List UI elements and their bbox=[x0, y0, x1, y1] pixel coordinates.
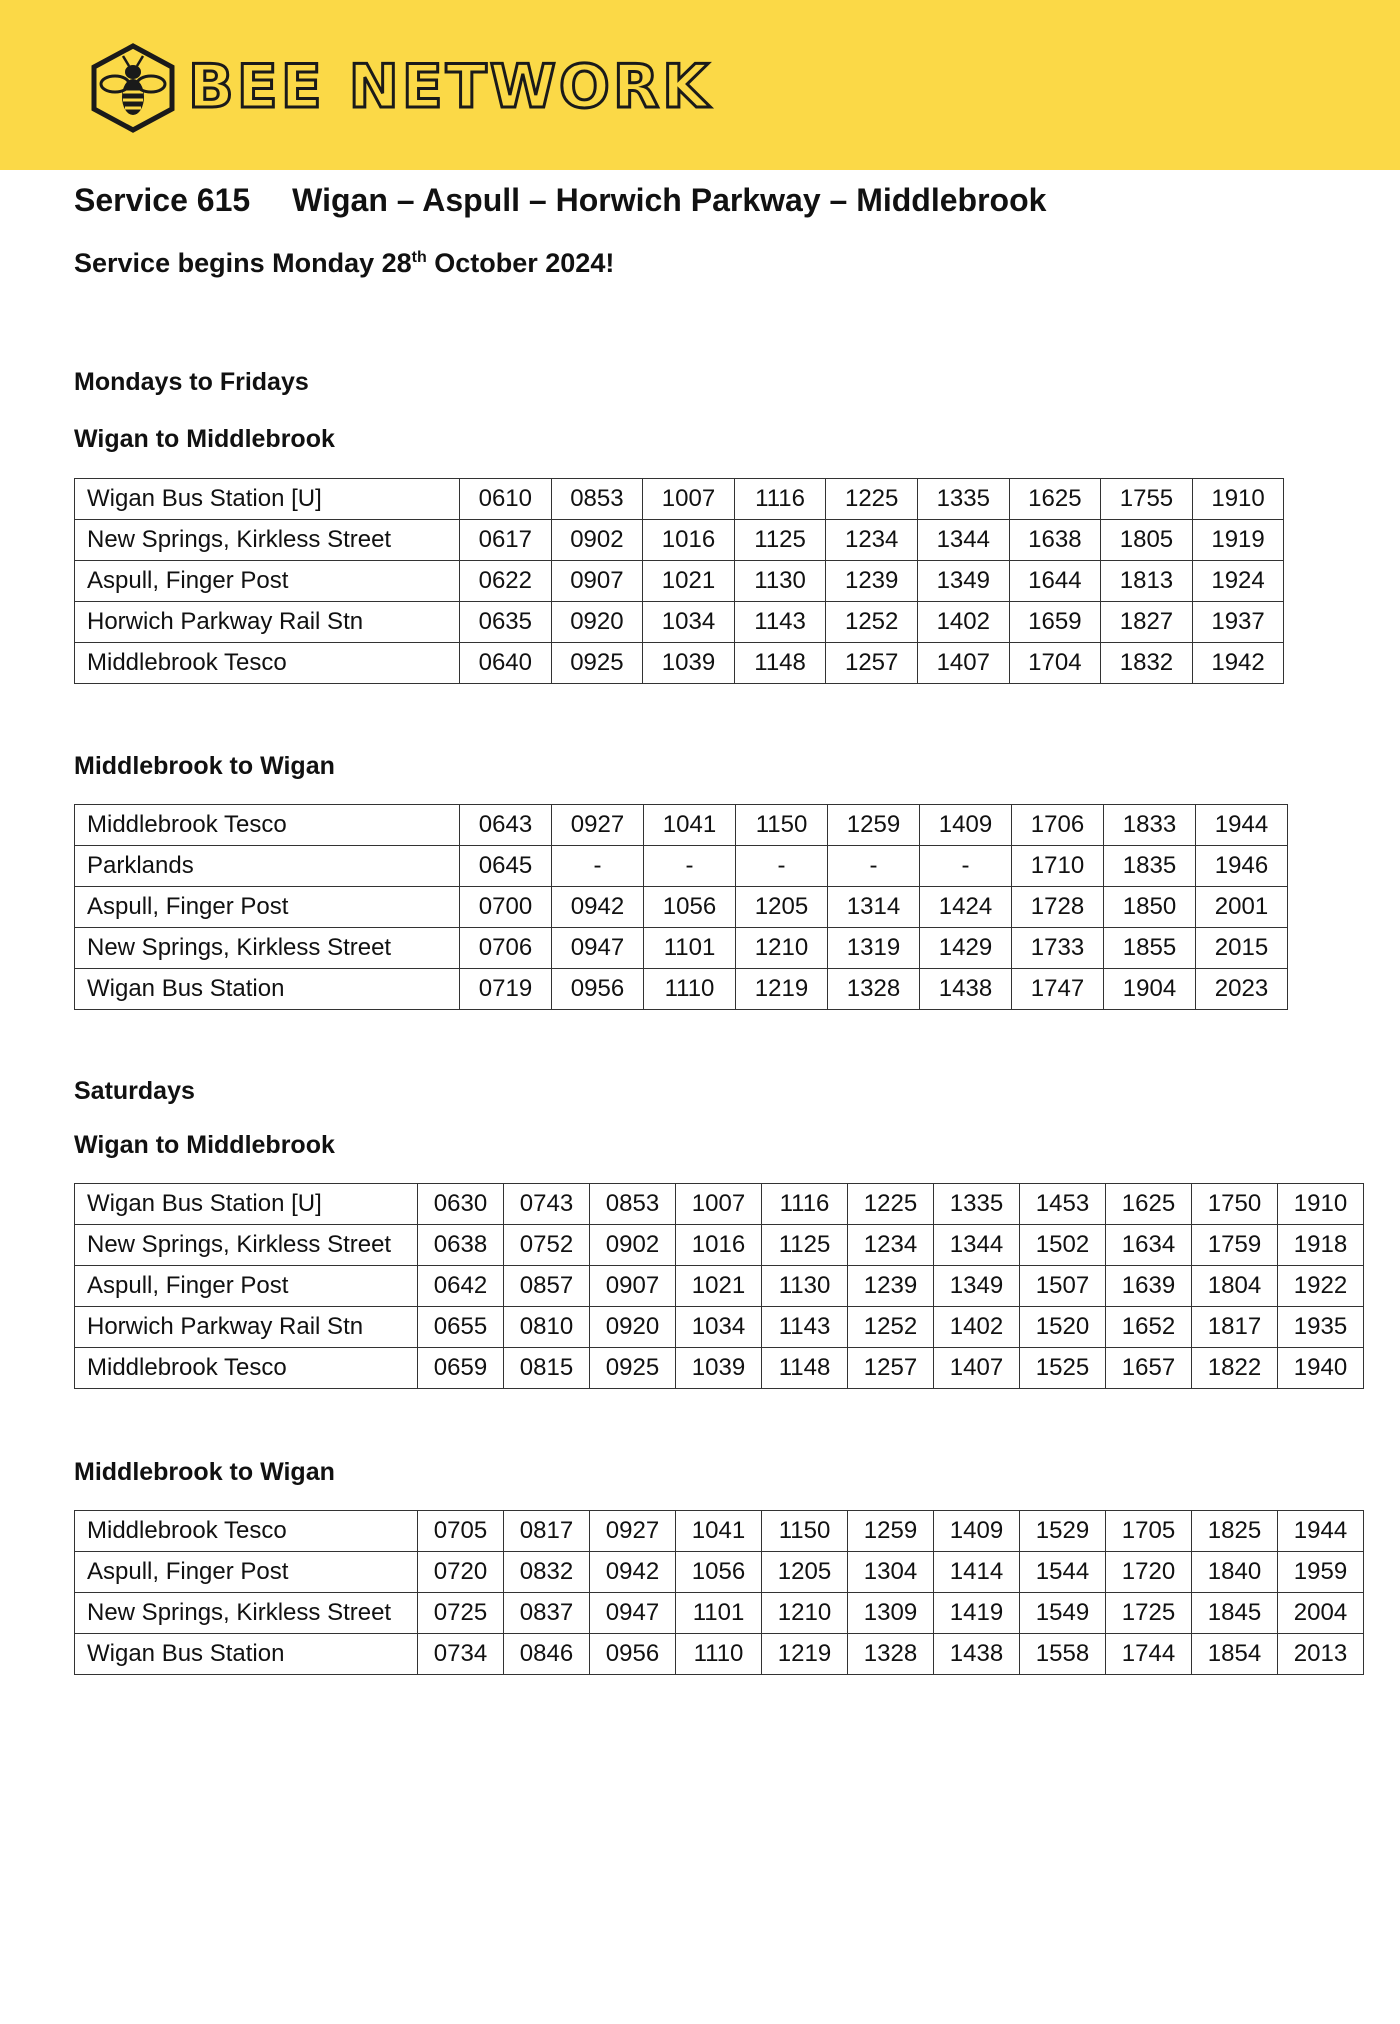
saturdays-outbound-timetable bbox=[74, 1183, 1364, 1389]
departure-time: 0927 bbox=[552, 805, 644, 846]
departure-time: 1529 bbox=[1020, 1511, 1106, 1552]
departure-time: 1759 bbox=[1192, 1225, 1278, 1266]
departure-time: 1021 bbox=[643, 561, 735, 602]
departure-time: 1304 bbox=[848, 1552, 934, 1593]
departure-time: 1419 bbox=[934, 1593, 1020, 1634]
departure-time: 1039 bbox=[643, 643, 735, 684]
departure-time: 1910 bbox=[1278, 1184, 1364, 1225]
departure-time: 1644 bbox=[1009, 561, 1101, 602]
departure-time: 1205 bbox=[736, 887, 828, 928]
departure-time: 1409 bbox=[934, 1511, 1020, 1552]
departure-time: 1835 bbox=[1104, 846, 1196, 887]
table-row bbox=[75, 928, 1288, 969]
departure-time: 0705 bbox=[418, 1511, 504, 1552]
stop-name: Middlebrook Tesco bbox=[75, 1511, 418, 1552]
departure-time: 0942 bbox=[590, 1552, 676, 1593]
departure-time: 0706 bbox=[460, 928, 552, 969]
departure-time: 0947 bbox=[552, 928, 644, 969]
departure-time: 0907 bbox=[551, 561, 643, 602]
departure-time: 1125 bbox=[734, 520, 826, 561]
departure-time: 1652 bbox=[1106, 1307, 1192, 1348]
departure-time: 1407 bbox=[934, 1348, 1020, 1389]
service-number: Service 615 bbox=[74, 182, 251, 218]
departure-time: 0920 bbox=[590, 1307, 676, 1348]
departure-time: 1817 bbox=[1192, 1307, 1278, 1348]
departure-time: 1116 bbox=[762, 1184, 848, 1225]
departure-time: 1335 bbox=[917, 479, 1009, 520]
departure-time: 1349 bbox=[917, 561, 1009, 602]
departure-time: 0857 bbox=[504, 1266, 590, 1307]
departure-time: 1143 bbox=[762, 1307, 848, 1348]
stop-name: Aspull, Finger Post bbox=[75, 887, 460, 928]
departure-time: 1150 bbox=[736, 805, 828, 846]
departure-time: 1259 bbox=[828, 805, 920, 846]
stop-name: Horwich Parkway Rail Stn bbox=[75, 1307, 418, 1348]
departure-time: 2004 bbox=[1278, 1593, 1364, 1634]
departure-time: 1110 bbox=[676, 1634, 762, 1675]
departure-time: 1910 bbox=[1192, 479, 1284, 520]
departure-time: 1855 bbox=[1104, 928, 1196, 969]
departure-time: 0630 bbox=[418, 1184, 504, 1225]
departure-time: 1424 bbox=[920, 887, 1012, 928]
weekdays-outbound-heading: Wigan to Middlebrook bbox=[74, 425, 335, 453]
departure-time: 1148 bbox=[734, 643, 826, 684]
saturdays-inbound-timetable bbox=[74, 1510, 1364, 1675]
departure-time: 0925 bbox=[551, 643, 643, 684]
departure-time: 1344 bbox=[934, 1225, 1020, 1266]
departure-time: 1225 bbox=[826, 479, 918, 520]
departure-time: 1944 bbox=[1196, 805, 1288, 846]
departure-time: 1706 bbox=[1012, 805, 1104, 846]
table-row bbox=[75, 1184, 1364, 1225]
departure-time: 0752 bbox=[504, 1225, 590, 1266]
departure-time: 0734 bbox=[418, 1634, 504, 1675]
departure-time: 0942 bbox=[552, 887, 644, 928]
departure-time: 1634 bbox=[1106, 1225, 1192, 1266]
departure-time: 1041 bbox=[644, 805, 736, 846]
departure-time: 1854 bbox=[1192, 1634, 1278, 1675]
stop-name: Wigan Bus Station [U] bbox=[75, 479, 460, 520]
departure-time: 1225 bbox=[848, 1184, 934, 1225]
departure-time: 1845 bbox=[1192, 1593, 1278, 1634]
departure-time: 1705 bbox=[1106, 1511, 1192, 1552]
departure-time: 1039 bbox=[676, 1348, 762, 1389]
departure-time: 1143 bbox=[734, 602, 826, 643]
departure-time: 1257 bbox=[826, 643, 918, 684]
departure-time: 1328 bbox=[828, 969, 920, 1010]
departure-time: 1638 bbox=[1009, 520, 1101, 561]
departure-time: - bbox=[736, 846, 828, 887]
departure-time: 1219 bbox=[762, 1634, 848, 1675]
departure-time: 1429 bbox=[920, 928, 1012, 969]
weekdays-outbound-timetable bbox=[74, 478, 1284, 684]
table-row bbox=[75, 1634, 1364, 1675]
departure-time: 1625 bbox=[1009, 479, 1101, 520]
departure-time: 0810 bbox=[504, 1307, 590, 1348]
stop-name: Wigan Bus Station bbox=[75, 969, 460, 1010]
departure-time: 1130 bbox=[762, 1266, 848, 1307]
table-row bbox=[75, 887, 1288, 928]
stop-name: Wigan Bus Station [U] bbox=[75, 1184, 418, 1225]
departure-time: 1935 bbox=[1278, 1307, 1364, 1348]
departure-time: 1937 bbox=[1192, 602, 1284, 643]
departure-time: 1116 bbox=[734, 479, 826, 520]
departure-time: 1704 bbox=[1009, 643, 1101, 684]
departure-time: 1234 bbox=[826, 520, 918, 561]
stop-name: Middlebrook Tesco bbox=[75, 643, 460, 684]
departure-time: 0846 bbox=[504, 1634, 590, 1675]
departure-time: 0720 bbox=[418, 1552, 504, 1593]
departure-time: 1502 bbox=[1020, 1225, 1106, 1266]
table-row bbox=[75, 1307, 1364, 1348]
departure-time: 1720 bbox=[1106, 1552, 1192, 1593]
stop-name: New Springs, Kirkless Street bbox=[75, 1593, 418, 1634]
departure-time: 1349 bbox=[934, 1266, 1020, 1307]
departure-time: 0947 bbox=[590, 1593, 676, 1634]
departure-time: 1710 bbox=[1012, 846, 1104, 887]
departure-time: 1252 bbox=[848, 1307, 934, 1348]
table-row bbox=[75, 1266, 1364, 1307]
departure-time: 1544 bbox=[1020, 1552, 1106, 1593]
departure-time: 1210 bbox=[762, 1593, 848, 1634]
departure-time: 1007 bbox=[676, 1184, 762, 1225]
departure-time: 1825 bbox=[1192, 1511, 1278, 1552]
table-row bbox=[75, 1511, 1364, 1552]
departure-time: 1728 bbox=[1012, 887, 1104, 928]
departure-time: 1657 bbox=[1106, 1348, 1192, 1389]
stop-name: Parklands bbox=[75, 846, 460, 887]
departure-time: 0902 bbox=[590, 1225, 676, 1266]
departure-time: 2013 bbox=[1278, 1634, 1364, 1675]
departure-time: 1407 bbox=[917, 643, 1009, 684]
departure-time: 0638 bbox=[418, 1225, 504, 1266]
departure-time: 1942 bbox=[1192, 643, 1284, 684]
departure-time: 1402 bbox=[934, 1307, 1020, 1348]
departure-time: 1904 bbox=[1104, 969, 1196, 1010]
departure-time: 0956 bbox=[552, 969, 644, 1010]
departure-time: 1755 bbox=[1101, 479, 1193, 520]
departure-time: - bbox=[644, 846, 736, 887]
departure-time: 0743 bbox=[504, 1184, 590, 1225]
stop-name: Middlebrook Tesco bbox=[75, 1348, 418, 1389]
departure-time: 1239 bbox=[826, 561, 918, 602]
departure-time: 0635 bbox=[460, 602, 552, 643]
departure-time: 1210 bbox=[736, 928, 828, 969]
brand-name: BEE NETWORK bbox=[188, 52, 712, 122]
weekdays-inbound-timetable bbox=[74, 804, 1288, 1010]
departure-time: 1056 bbox=[676, 1552, 762, 1593]
departure-time: 1438 bbox=[920, 969, 1012, 1010]
departure-time: 1101 bbox=[676, 1593, 762, 1634]
stop-name: Wigan Bus Station bbox=[75, 1634, 418, 1675]
weekdays-heading: Mondays to Fridays bbox=[74, 368, 309, 396]
departure-time: 1110 bbox=[644, 969, 736, 1010]
departure-time: 2015 bbox=[1196, 928, 1288, 969]
departure-time: 0659 bbox=[418, 1348, 504, 1389]
departure-time: 1438 bbox=[934, 1634, 1020, 1675]
departure-time: 0622 bbox=[460, 561, 552, 602]
departure-time: 1252 bbox=[826, 602, 918, 643]
departure-time: - bbox=[552, 846, 644, 887]
departure-time: 1016 bbox=[676, 1225, 762, 1266]
departure-time: - bbox=[828, 846, 920, 887]
departure-time: 1219 bbox=[736, 969, 828, 1010]
departure-time: 1827 bbox=[1101, 602, 1193, 643]
departure-time: 1525 bbox=[1020, 1348, 1106, 1389]
departure-time: 1918 bbox=[1278, 1225, 1364, 1266]
stop-name: Aspull, Finger Post bbox=[75, 1552, 418, 1593]
table-row bbox=[75, 969, 1288, 1010]
departure-time: 0837 bbox=[504, 1593, 590, 1634]
table-row bbox=[75, 1225, 1364, 1266]
departure-time: 1034 bbox=[643, 602, 735, 643]
departure-time: 0832 bbox=[504, 1552, 590, 1593]
table-row bbox=[75, 602, 1284, 643]
departure-time: 0645 bbox=[460, 846, 552, 887]
departure-time: 1840 bbox=[1192, 1552, 1278, 1593]
departure-time: 1234 bbox=[848, 1225, 934, 1266]
departure-time: 1940 bbox=[1278, 1348, 1364, 1389]
departure-time: 1453 bbox=[1020, 1184, 1106, 1225]
departure-time: 0956 bbox=[590, 1634, 676, 1675]
service-title bbox=[74, 182, 1046, 219]
table-row bbox=[75, 1593, 1364, 1634]
service-route: Wigan – Aspull – Horwich Parkway – Middlebrook bbox=[292, 182, 1047, 218]
departure-time: 0719 bbox=[460, 969, 552, 1010]
stop-name: Aspull, Finger Post bbox=[75, 1266, 418, 1307]
saturdays-outbound-heading: Wigan to Middlebrook bbox=[74, 1131, 335, 1159]
departure-time: - bbox=[920, 846, 1012, 887]
departure-time: 1016 bbox=[643, 520, 735, 561]
departure-time: 1259 bbox=[848, 1511, 934, 1552]
departure-time: 1919 bbox=[1192, 520, 1284, 561]
departure-time: 0853 bbox=[551, 479, 643, 520]
table-row bbox=[75, 805, 1288, 846]
departure-time: 1750 bbox=[1192, 1184, 1278, 1225]
departure-time: 0643 bbox=[460, 805, 552, 846]
departure-time: 0925 bbox=[590, 1348, 676, 1389]
table-row bbox=[75, 520, 1284, 561]
departure-time: 1314 bbox=[828, 887, 920, 928]
departure-time: 1744 bbox=[1106, 1634, 1192, 1675]
departure-time: 1944 bbox=[1278, 1511, 1364, 1552]
departure-time: 1507 bbox=[1020, 1266, 1106, 1307]
table-row bbox=[75, 1348, 1364, 1389]
stop-name: New Springs, Kirkless Street bbox=[75, 1225, 418, 1266]
departure-time: 2001 bbox=[1196, 887, 1288, 928]
departure-time: 1309 bbox=[848, 1593, 934, 1634]
departure-time: 1056 bbox=[644, 887, 736, 928]
departure-time: 1150 bbox=[762, 1511, 848, 1552]
departure-time: 1804 bbox=[1192, 1266, 1278, 1307]
departure-time: 1558 bbox=[1020, 1634, 1106, 1675]
table-row bbox=[75, 1552, 1364, 1593]
table-row bbox=[75, 643, 1284, 684]
departure-time: 0817 bbox=[504, 1511, 590, 1552]
departure-time: 1922 bbox=[1278, 1266, 1364, 1307]
table-row bbox=[75, 561, 1284, 602]
departure-time: 1239 bbox=[848, 1266, 934, 1307]
departure-time: 1021 bbox=[676, 1266, 762, 1307]
departure-time: 1101 bbox=[644, 928, 736, 969]
departure-time: 1125 bbox=[762, 1225, 848, 1266]
departure-time: 1319 bbox=[828, 928, 920, 969]
departure-time: 1639 bbox=[1106, 1266, 1192, 1307]
departure-time: 1850 bbox=[1104, 887, 1196, 928]
departure-time: 1205 bbox=[762, 1552, 848, 1593]
departure-time: 1549 bbox=[1020, 1593, 1106, 1634]
weekdays-inbound-heading: Middlebrook to Wigan bbox=[74, 752, 335, 780]
departure-time: 1813 bbox=[1101, 561, 1193, 602]
departure-time: 1007 bbox=[643, 479, 735, 520]
departure-time: 1520 bbox=[1020, 1307, 1106, 1348]
departure-time: 0853 bbox=[590, 1184, 676, 1225]
saturdays-heading: Saturdays bbox=[74, 1077, 195, 1105]
departure-time: 1625 bbox=[1106, 1184, 1192, 1225]
departure-time: 0725 bbox=[418, 1593, 504, 1634]
departure-time: 1328 bbox=[848, 1634, 934, 1675]
departure-time: 1402 bbox=[917, 602, 1009, 643]
departure-time: 0815 bbox=[504, 1348, 590, 1389]
departure-time: 1725 bbox=[1106, 1593, 1192, 1634]
stop-name: Aspull, Finger Post bbox=[75, 561, 460, 602]
departure-time: 1924 bbox=[1192, 561, 1284, 602]
departure-time: 1747 bbox=[1012, 969, 1104, 1010]
departure-time: 1344 bbox=[917, 520, 1009, 561]
departure-time: 0907 bbox=[590, 1266, 676, 1307]
departure-time: 0920 bbox=[551, 602, 643, 643]
departure-time: 1822 bbox=[1192, 1348, 1278, 1389]
bee-hexagon-icon bbox=[88, 42, 178, 134]
departure-time: 0927 bbox=[590, 1511, 676, 1552]
saturdays-inbound-heading: Middlebrook to Wigan bbox=[74, 1458, 335, 1486]
departure-time: 1733 bbox=[1012, 928, 1104, 969]
departure-time: 0642 bbox=[418, 1266, 504, 1307]
table-row bbox=[75, 479, 1284, 520]
departure-time: 0617 bbox=[460, 520, 552, 561]
stop-name: New Springs, Kirkless Street bbox=[75, 520, 460, 561]
table-row bbox=[75, 846, 1288, 887]
departure-time: 1409 bbox=[920, 805, 1012, 846]
departure-time: 1946 bbox=[1196, 846, 1288, 887]
departure-time: 1959 bbox=[1278, 1552, 1364, 1593]
departure-time: 0610 bbox=[460, 479, 552, 520]
departure-time: 0902 bbox=[551, 520, 643, 561]
departure-time: 0655 bbox=[418, 1307, 504, 1348]
departure-time: 1257 bbox=[848, 1348, 934, 1389]
service-start-notice: Service begins Monday 28th October 2024! bbox=[74, 248, 615, 278]
departure-time: 0700 bbox=[460, 887, 552, 928]
departure-time: 0640 bbox=[460, 643, 552, 684]
departure-time: 1041 bbox=[676, 1511, 762, 1552]
departure-time: 1034 bbox=[676, 1307, 762, 1348]
departure-time: 1659 bbox=[1009, 602, 1101, 643]
departure-time: 2023 bbox=[1196, 969, 1288, 1010]
header-banner bbox=[0, 0, 1400, 170]
departure-time: 1148 bbox=[762, 1348, 848, 1389]
departure-time: 1335 bbox=[934, 1184, 1020, 1225]
departure-time: 1805 bbox=[1101, 520, 1193, 561]
stop-name: New Springs, Kirkless Street bbox=[75, 928, 460, 969]
departure-time: 1130 bbox=[734, 561, 826, 602]
departure-time: 1832 bbox=[1101, 643, 1193, 684]
departure-time: 1414 bbox=[934, 1552, 1020, 1593]
stop-name: Horwich Parkway Rail Stn bbox=[75, 602, 460, 643]
departure-time: 1833 bbox=[1104, 805, 1196, 846]
stop-name: Middlebrook Tesco bbox=[75, 805, 460, 846]
